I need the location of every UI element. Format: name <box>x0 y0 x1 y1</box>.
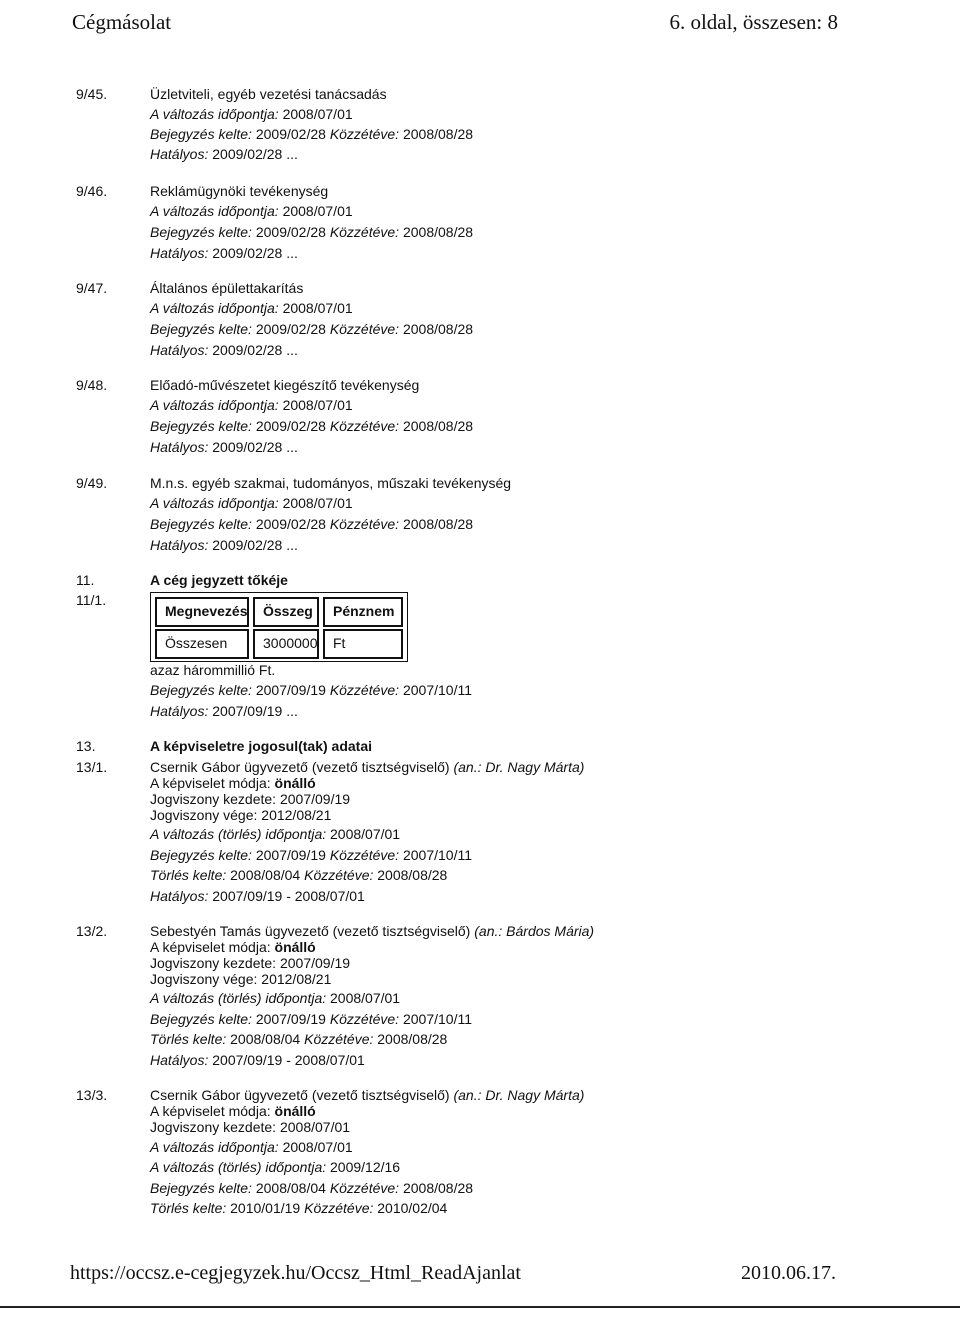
section-title: A képviseletre jogosul(tak) adatai <box>150 738 372 754</box>
registration-label: Bejegyzés kelte: <box>150 1011 252 1027</box>
deletion-label: Törlés kelte: <box>150 1031 227 1047</box>
registration-date: 2009/02/28 <box>255 126 326 142</box>
effective-date: 2007/09/19 - 2008/07/01 <box>212 1052 365 1068</box>
table-header-cell: Megnevezés <box>155 597 249 627</box>
capital-section-heading <box>0 570 960 590</box>
employment-start: Jogviszony kezdete: 2007/09/19 <box>150 791 351 807</box>
representatives-section-heading <box>0 736 960 756</box>
change-date: 2008/07/01 <box>282 300 353 316</box>
published-date: 2008/08/28 <box>402 418 474 434</box>
effective-date: 2009/02/28 ... <box>212 245 298 261</box>
published-label: Közzétéve: <box>329 682 400 698</box>
published-date: 2008/08/28 <box>402 321 474 337</box>
effective-label: Hatályos: <box>150 342 209 358</box>
effective-label: Hatályos: <box>150 245 209 261</box>
change-date: 2008/07/01 <box>282 1139 353 1155</box>
representative-name: Csernik Gábor ügyvezető (vezető tisztségviselő) <box>150 759 450 775</box>
deletion-date: 2010/01/19 <box>230 1200 301 1216</box>
deletion-change-label: A változás (törlés) időpontja: <box>150 1159 327 1175</box>
document-title: Cégmásolat <box>72 10 172 34</box>
change-date: 2008/07/01 <box>282 495 353 511</box>
change-label: A változás időpontja: <box>150 397 279 413</box>
published-date: 2007/10/11 <box>402 847 472 863</box>
employment-end: Jogviszony vége: 2012/08/21 <box>150 807 332 823</box>
published-label: Közzétéve: <box>329 224 400 240</box>
deletion-change-date: 2009/12/16 <box>330 1159 401 1175</box>
capital-in-words: azaz hárommillió Ft. <box>150 662 276 678</box>
published-label: Közzétéve: <box>304 867 374 883</box>
table-cell: Ft <box>323 629 403 659</box>
published-date: 2007/10/11 <box>402 682 472 698</box>
deletion-label: Törlés kelte: <box>150 1200 227 1216</box>
mother-name-label: (an.: <box>474 923 503 939</box>
change-label: A változás időpontja: <box>150 300 279 316</box>
page-number: 6. oldal, összesen: 8 <box>669 10 838 34</box>
registration-date: 2007/09/19 <box>255 682 326 698</box>
registration-date: 2009/02/28 <box>255 224 326 240</box>
published-date: 2008/08/28 <box>402 224 474 240</box>
entry-number: 9/47. <box>76 280 108 296</box>
change-label: A változás időpontja: <box>150 203 279 219</box>
mother-name-label: (an.: <box>453 759 482 775</box>
effective-date: 2009/02/28 ... <box>212 342 298 358</box>
published-date: 2010/02/04 <box>377 1200 448 1216</box>
entry-number: 13/3. <box>76 1087 108 1103</box>
registration-date: 2007/09/19 <box>255 1011 326 1027</box>
registration-date: 2008/08/04 <box>255 1180 326 1196</box>
published-date: 2008/08/28 <box>402 516 474 532</box>
published-date: 2007/10/11 <box>402 1011 472 1027</box>
effective-label: Hatályos: <box>150 1052 209 1068</box>
mother-name: Dr. Nagy Márta) <box>485 759 585 775</box>
effective-label: Hatályos: <box>150 537 209 553</box>
activity-item <box>0 473 960 493</box>
published-label: Közzétéve: <box>329 418 400 434</box>
change-date: 2008/07/01 <box>282 397 353 413</box>
published-label: Közzétéve: <box>329 847 400 863</box>
scan-edge-line <box>0 1306 960 1308</box>
change-label: A változás időpontja: <box>150 1139 279 1155</box>
representative-name: Sebestyén Tamás ügyvezető (vezető tisztségviselő) <box>150 923 471 939</box>
section-number: 13. <box>76 738 96 754</box>
section-number: 11. <box>76 572 95 588</box>
activity-name: Reklámügynöki tevékenység <box>150 183 329 199</box>
section-title: A cég jegyzett tőkéje <box>150 572 288 588</box>
entry-number: 9/46. <box>76 183 108 199</box>
employment-start: Jogviszony kezdete: 2008/07/01 <box>150 1119 351 1135</box>
registration-label: Bejegyzés kelte: <box>150 847 252 863</box>
activity-item <box>0 181 960 201</box>
published-label: Közzétéve: <box>304 1031 374 1047</box>
published-date: 2008/08/28 <box>402 126 474 142</box>
representation-mode: önálló <box>274 775 316 791</box>
change-date: 2008/07/01 <box>282 203 353 219</box>
registration-label: Bejegyzés kelte: <box>150 1180 252 1196</box>
activity-item <box>0 278 960 298</box>
entry-number: 9/49. <box>76 475 108 491</box>
effective-date: 2009/02/28 ... <box>212 146 298 162</box>
entry-number: 11/1. <box>76 592 107 608</box>
registration-date: 2007/09/19 <box>255 847 326 863</box>
entry-number: 9/48. <box>76 377 108 393</box>
mother-name-label: (an.: <box>453 1087 482 1103</box>
activity-name: Általános épülettakarítás <box>150 280 304 296</box>
activity-name: M.n.s. egyéb szakmai, tudományos, műszaki tevékenység <box>150 475 512 491</box>
published-label: Közzétéve: <box>329 321 400 337</box>
employment-end: Jogviszony vége: 2012/08/21 <box>150 971 332 987</box>
registration-label: Bejegyzés kelte: <box>150 224 252 240</box>
table-header-cell: Összeg <box>253 597 319 627</box>
registration-label: Bejegyzés kelte: <box>150 321 252 337</box>
published-label: Közzétéve: <box>329 1180 400 1196</box>
mother-name: Bárdos Mária) <box>506 923 595 939</box>
representation-mode-label: A képviselet módja: <box>150 775 271 791</box>
registration-date: 2009/02/28 <box>255 516 326 532</box>
print-date: 2010.06.17. <box>741 1262 836 1284</box>
entry-number: 13/2. <box>76 923 108 939</box>
effective-date: 2009/02/28 ... <box>212 439 298 455</box>
published-label: Közzétéve: <box>329 126 400 142</box>
activity-item <box>0 375 960 395</box>
activity-name: Előadó-művészetet kiegészítő tevékenység <box>150 377 420 393</box>
effective-date: 2007/09/19 - 2008/07/01 <box>212 888 365 904</box>
registration-label: Bejegyzés kelte: <box>150 516 252 532</box>
representation-mode-label: A képviselet módja: <box>150 939 271 955</box>
change-date: 2008/07/01 <box>330 990 401 1006</box>
employment-start: Jogviszony kezdete: 2007/09/19 <box>150 955 351 971</box>
change-label: A változás (törlés) időpontja: <box>150 990 327 1006</box>
published-label: Közzétéve: <box>329 516 400 532</box>
deletion-date: 2008/08/04 <box>230 1031 301 1047</box>
activity-name: Üzletviteli, egyéb vezetési tanácsadás <box>150 86 387 102</box>
effective-label: Hatályos: <box>150 439 209 455</box>
change-date: 2008/07/01 <box>282 106 353 122</box>
entry-number: 9/45. <box>76 86 108 102</box>
registration-label: Bejegyzés kelte: <box>150 418 252 434</box>
representation-mode: önálló <box>274 1103 316 1119</box>
table-cell: Összesen <box>155 629 249 659</box>
source-url: https://occsz.e-cegjegyzek.hu/Occsz_Html_ReadAjanlat <box>70 1262 521 1284</box>
effective-label: Hatályos: <box>150 703 209 719</box>
deletion-date: 2008/08/04 <box>230 867 301 883</box>
change-label: A változás időpontja: <box>150 495 279 511</box>
change-date: 2008/07/01 <box>330 826 401 842</box>
activity-item <box>0 84 960 104</box>
effective-label: Hatályos: <box>150 888 209 904</box>
capital-table <box>150 592 408 662</box>
effective-date: 2009/02/28 ... <box>212 537 298 553</box>
change-label: A változás (törlés) időpontja: <box>150 826 327 842</box>
representation-mode-label: A képviselet módja: <box>150 1103 271 1119</box>
published-date: 2008/08/28 <box>377 867 448 883</box>
registration-label: Bejegyzés kelte: <box>150 682 252 698</box>
representative-name: Csernik Gábor ügyvezető (vezető tisztségviselő) <box>150 1087 450 1103</box>
effective-label: Hatályos: <box>150 146 209 162</box>
registration-label: Bejegyzés kelte: <box>150 126 252 142</box>
published-date: 2008/08/28 <box>377 1031 448 1047</box>
change-label: A változás időpontja: <box>150 106 279 122</box>
table-cell: 3000000 <box>253 629 319 659</box>
effective-date: 2007/09/19 ... <box>212 703 298 719</box>
published-label: Közzétéve: <box>329 1011 400 1027</box>
published-date: 2008/08/28 <box>402 1180 474 1196</box>
deletion-label: Törlés kelte: <box>150 867 227 883</box>
registration-date: 2009/02/28 <box>255 321 326 337</box>
table-header-cell: Pénznem <box>323 597 403 627</box>
representation-mode: önálló <box>274 939 316 955</box>
mother-name: Dr. Nagy Márta) <box>485 1087 585 1103</box>
entry-number: 13/1. <box>76 759 108 775</box>
published-label: Közzétéve: <box>304 1200 374 1216</box>
registration-date: 2009/02/28 <box>255 418 326 434</box>
